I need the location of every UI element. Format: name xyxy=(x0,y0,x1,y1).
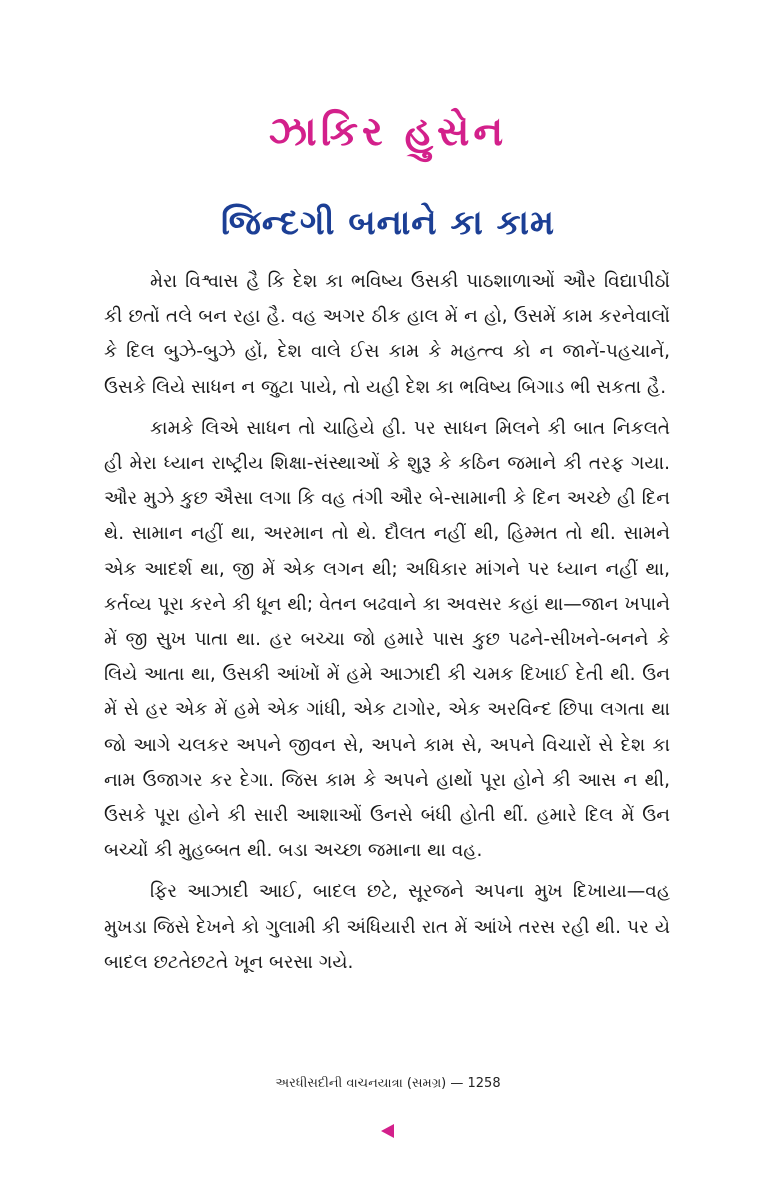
chapter-title: જિન્દગી બનાને કા કામ xyxy=(221,203,555,243)
body-text xyxy=(104,264,670,986)
left-triangle-icon[interactable] xyxy=(381,1124,394,1138)
paragraph: મેરા વિશ્વાસ હૈ કિ દેશ કા ભવિષ્ય ઉસકી પાઠશાળાઓં ઔર વિદ્યાપીઠોં કી છતોં તલે બન રહા હૈ. વહ અગર ઠીક હાલ મેં ન હો, ઉસમેં કામ કરનેવાલોં કે દિલ બુઝે-બુઝે હોં, દેશ વાલે ઈસ કામ કે મહત્ત્વ કો ન જાનેં-પહચાનેં, ઉસકે લિયે સાધન ન જુટા પાયે, તો યહી દેશ કા ભવિષ્ય બિગાડ ભી સકતા હૈ. xyxy=(104,271,670,398)
author-heading: ઝાકિર હુસેન xyxy=(268,109,508,155)
paragraph: કામકે લિએ સાધન તો ચાહિયે હી. પર સાધન મિલને કી બાત નિકલતે હી મેરા ધ્યાન રાષ્ટ્રીય શિક્ષા-સંસ્થાઓં કે શુરૂ કે કઠિન જમાને કી તરફ ગયા. ઔર મુઝે કુછ ઐસા લગા કિ વહ તંગી ઔર બે-સામાની કે દિન અચ્છે હી દિન થે. સામાન નહીં થા, અરમાન તો થે. દૌલત નહીં થી, હિમ્મત તો થી. સામને એક આદર્શ થા, જી મેં એક લગન થી; અધિકાર માંગને પર ધ્યાન નહીં થા, કર્તવ્ય પૂરા કરને કી ધૂન થી; વેતન બઢવાને કા અવસર કહાં થા—જાન ખપાને મેં જી સુખ પાતા થા. હર બચ્ચા જો હમારે પાસ કુછ પઢને-સીખને-બનને કે લિયે આતા થા, ઉસકી આંખોં મેં હમે આઝાદી કી ચમક દિખાઈ દેતી થી. ઉન મેં સે હર એક મેં હમે એક ગાંધી, એક ટાગોર, એક અરવિન્દ છિપા લગતા થા જો આગે ચલકર અપને જીવન સે, અપને કામ સે, અપને વિચારોં સે દેશ કા નામ ઉજાગર કર દેગા. જિસ કામ કે અપને હાથોં પૂરા હોને કી આસ ન થી, ઉસકે પૂરા હોને કી સારી આશાઓં ઉનસે બંધી હોતી થીં. હમારે દિલ મેં ઉન બચ્ચોં કી મુહબ્બત થી. બડા અચ્છા જમાના થા વહ. xyxy=(104,417,670,862)
page-footer: અરધીસદીની વાચનયાત્રા (સમગ્ર) — 1258 xyxy=(275,1076,501,1091)
paragraph: ફિર આઝાદી આઈ, બાદલ છટે, સૂરજને અપના મુખ દિખાયા—વહ મુખડા જિસે દેખને કો ગુલામી કી અંધિયારી રાત મેં આંખે તરસ રહી થી. પર યે બાદલ છટતેછટતે ખૂન બરસા ગયે. xyxy=(104,881,670,973)
